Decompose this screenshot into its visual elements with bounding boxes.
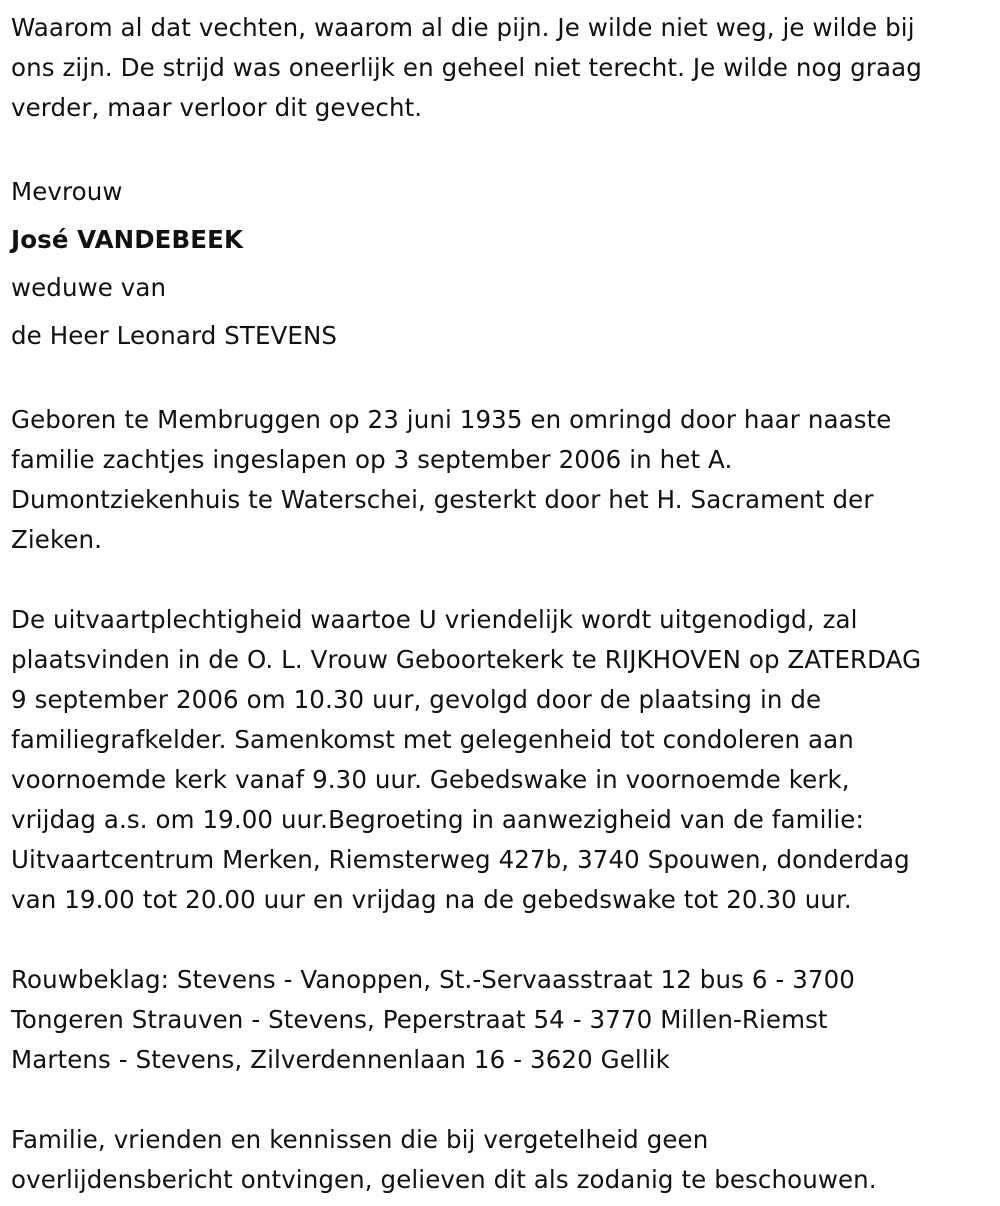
birth-death-paragraph: [11, 400, 1000, 560]
funeral-paragraph: [11, 600, 1000, 920]
closing-paragraph: [11, 1120, 1000, 1200]
mourning-line: Tongeren Strauven - Stevens, Peperstraat 54 - 3770 Millen-Riemst: [11, 1005, 828, 1034]
mourning-line: Martens - Stevens, Zilverdennenlaan 16 - 3620 Gellik: [11, 1045, 670, 1074]
salutation: Mevrouw: [11, 177, 123, 206]
funeral-line: familiegrafkelder. Samenkomst met gelegenheid tot condoleren aan: [11, 725, 854, 754]
intro-paragraph: [11, 8, 1000, 128]
birth-death-line: Dumontziekenhuis te Waterschei, gesterkt door het H. Sacrament der: [11, 485, 874, 514]
spouse-name: de Heer Leonard STEVENS: [11, 321, 338, 350]
funeral-line: De uitvaartplechtigheid waartoe U vriendelijk wordt uitgenodigd, zal: [11, 605, 858, 634]
funeral-line: 9 september 2006 om 10.30 uur, gevolgd door de plaatsing in de: [11, 685, 822, 714]
relation: weduwe van: [11, 273, 167, 302]
funeral-line: van 19.00 tot 20.00 uur en vrijdag na de gebedswake tot 20.30 uur.: [11, 885, 852, 914]
intro-line: verder, maar verloor dit gevecht.: [11, 93, 423, 122]
funeral-line: vrijdag a.s. om 19.00 uur.Begroeting in aanwezigheid van de familie:: [11, 805, 864, 834]
mourning-line: Rouwbeklag: Stevens - Vanoppen, St.-Servaasstraat 12 bus 6 - 3700: [11, 965, 855, 994]
deceased-name: José VANDEBEEK: [11, 225, 244, 254]
birth-death-line: Geboren te Membruggen op 23 juni 1935 en omringd door haar naaste: [11, 405, 892, 434]
funeral-line: plaatsvinden in de O. L. Vrouw Geboortekerk te RIJKHOVEN op ZATERDAG: [11, 645, 922, 674]
funeral-line: Uitvaartcentrum Merken, Riemsterweg 427b, 3740 Spouwen, donderdag: [11, 845, 910, 874]
closing-line: Familie, vrienden en kennissen die bij vergetelheid geen: [11, 1125, 709, 1154]
mourning-paragraph: [11, 960, 1000, 1080]
closing-line: overlijdensbericht ontvingen, gelieven dit als zodanig te beschouwen.: [11, 1165, 877, 1194]
birth-death-line: familie zachtjes ingeslapen op 3 september 2006 in het A.: [11, 445, 733, 474]
intro-line: ons zijn. De strijd was oneerlijk en geheel niet terecht. Je wilde nog graag: [11, 53, 922, 82]
intro-line: Waarom al dat vechten, waarom al die pijn. Je wilde niet weg, je wilde bij: [11, 13, 915, 42]
birth-death-line: Zieken.: [11, 525, 103, 554]
deceased-block: [11, 168, 1000, 360]
funeral-line: voornoemde kerk vanaf 9.30 uur. Gebedswake in voornoemde kerk,: [11, 765, 850, 794]
